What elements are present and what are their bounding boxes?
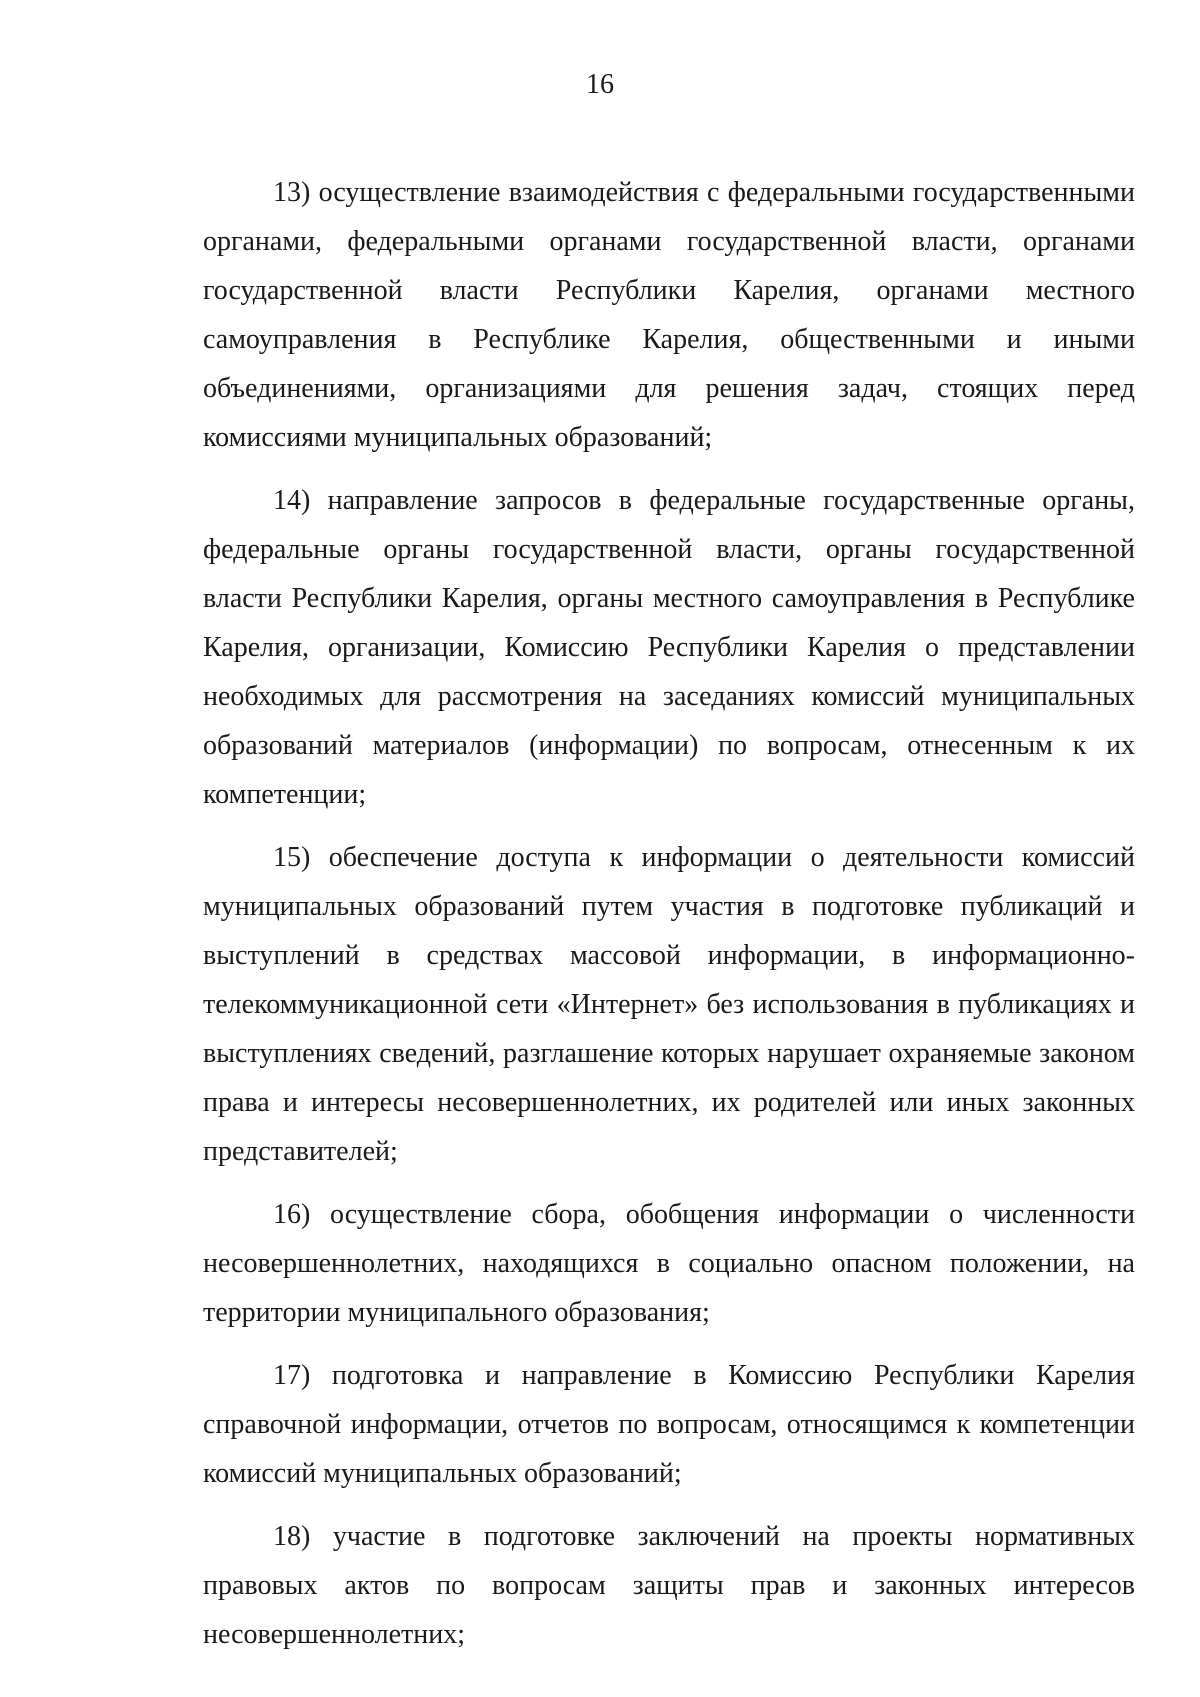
paragraph-item-17: 17) подготовка и направление в Комиссию Республики Карелия справочной информации, отчетов по вопросам, относящимся к компетенции комиссий муниципальных образований; <box>203 1360 1135 1489</box>
paragraph-item-16: 16) осуществление сбора, обобщения информации о численности несовершеннолетних, находящихся в социально опасном положении, на территории муниципального образования; <box>203 1199 1135 1328</box>
page-number: 16 <box>586 69 614 100</box>
paragraph-item-18: 18) участие в подготовке заключений на проекты нормативных правовых актов по вопросам защиты прав и законных интересов несовершеннолетних; <box>203 1521 1135 1650</box>
document-body <box>203 168 1135 1673</box>
paragraph-item-13: 13) осуществление взаимодействия с федеральными государственными органами, федеральными органами государственной власти, органами государственной власти Республики Карелия, органами местного самоуправления в Республике Карелия, общественными и иными объединениями, организациями для решения задач, стоящих перед комиссиями муниципальных образований; <box>203 177 1135 453</box>
paragraph-item-15: 15) обеспечение доступа к информации о деятельности комиссий муниципальных образований путем участия в подготовке публикаций и выступлений в средствах массовой информации, в информационно-телекоммуникационной сети «Интернет» без использования в публикациях и выступлениях сведений, разглашение которых нарушает охраняемые законом права и интересы несовершеннолетних, их родителей или иных законных представителей; <box>203 842 1135 1167</box>
paragraph-item-14: 14) направление запросов в федеральные государственные органы, федеральные органы государственной власти, органы государственной власти Республики Карелия, органы местного самоуправления в Республике Карелия, организации, Комиссию Республики Карелия о представлении необходимых для рассмотрения на заседаниях комиссий муниципальных образований материалов (информации) по вопросам, отнесенным к их компетенции; <box>203 485 1135 810</box>
